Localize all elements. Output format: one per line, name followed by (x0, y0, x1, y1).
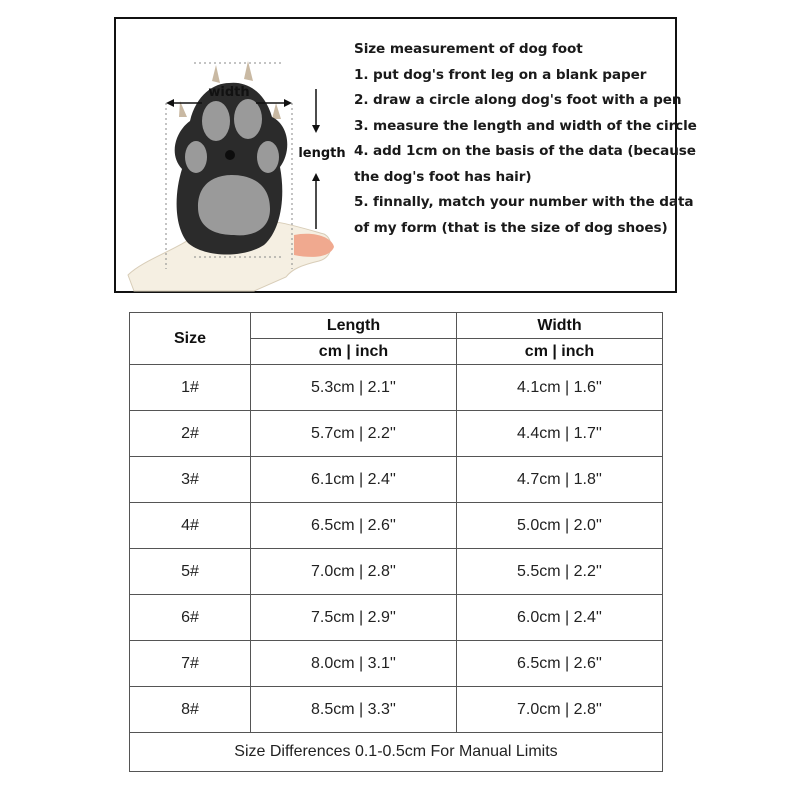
table-row (130, 595, 663, 641)
length-cell: 6.5cm | 2.6'' (251, 503, 457, 549)
instruction-line: 4. add 1cm on the basis of the data (because (354, 143, 696, 159)
size-cell: 1# (130, 365, 251, 411)
length-cell: 8.5cm | 3.3'' (251, 687, 457, 733)
length-cell: 8.0cm | 3.1'' (251, 641, 457, 687)
table-footer-note: Size Differences 0.1-0.5cm For Manual Limits (130, 733, 663, 772)
instructions (354, 37, 697, 241)
instruction-line: 5. finnally, match your number with the data (354, 194, 694, 210)
toe-pad (234, 99, 262, 139)
instruction-line: 1. put dog's front leg on a blank paper (354, 66, 647, 83)
center-dot (225, 150, 235, 160)
header-size: Size (130, 313, 251, 365)
size-cell: 6# (130, 595, 251, 641)
header-width-unit: cm | inch (457, 339, 663, 365)
header-length-unit: cm | inch (251, 339, 457, 365)
instruction-box (114, 17, 697, 293)
length-label: length (298, 146, 346, 161)
length-cell: 5.3cm | 2.1'' (251, 365, 457, 411)
size-cell: 5# (130, 549, 251, 595)
length-cell: 7.0cm | 2.8'' (251, 549, 457, 595)
paw-measurement-illustration (124, 59, 354, 294)
table-row (130, 549, 663, 595)
instruction-line: 2. draw a circle along dog's foot with a pen (354, 92, 682, 108)
width-cell: 6.0cm | 2.4'' (457, 595, 663, 641)
instruction-line: of my form (that is the size of dog shoes) (354, 219, 668, 236)
width-cell: 6.5cm | 2.6'' (457, 641, 663, 687)
instruction-line: the dog's foot has hair) (354, 168, 532, 185)
claw-shape (272, 103, 281, 119)
size-cell: 8# (130, 687, 251, 733)
width-cell: 4.1cm | 1.6'' (457, 365, 663, 411)
table-row (130, 687, 663, 733)
toe-pad (257, 141, 279, 173)
length-cell: 7.5cm | 2.9'' (251, 595, 457, 641)
instructions-title: Size measurement of dog foot (354, 41, 583, 57)
header-length: Length (251, 313, 457, 339)
width-cell: 7.0cm | 2.8'' (457, 687, 663, 733)
claw-shape (212, 65, 220, 83)
width-label: width (208, 85, 250, 100)
size-cell: 7# (130, 641, 251, 687)
width-cell: 4.7cm | 1.8'' (457, 457, 663, 503)
table-row (130, 457, 663, 503)
main-pad (198, 175, 270, 235)
length-cell: 5.7cm | 2.2'' (251, 411, 457, 457)
size-cell: 4# (130, 503, 251, 549)
header-width: Width (457, 313, 663, 339)
table-row (130, 411, 663, 457)
table-row (130, 503, 663, 549)
size-chart-table (129, 312, 663, 772)
instruction-line: 3. measure the length and width of the circle (354, 117, 697, 134)
size-cell: 3# (130, 457, 251, 503)
length-cell: 6.1cm | 2.4'' (251, 457, 457, 503)
toe-pad (185, 141, 207, 173)
size-cell: 2# (130, 411, 251, 457)
width-cell: 5.0cm | 2.0'' (457, 503, 663, 549)
claw-shape (244, 61, 253, 81)
table-row (130, 641, 663, 687)
width-cell: 5.5cm | 2.2'' (457, 549, 663, 595)
table-row (130, 365, 663, 411)
toe-pad (202, 101, 230, 141)
width-cell: 4.4cm | 1.7'' (457, 411, 663, 457)
